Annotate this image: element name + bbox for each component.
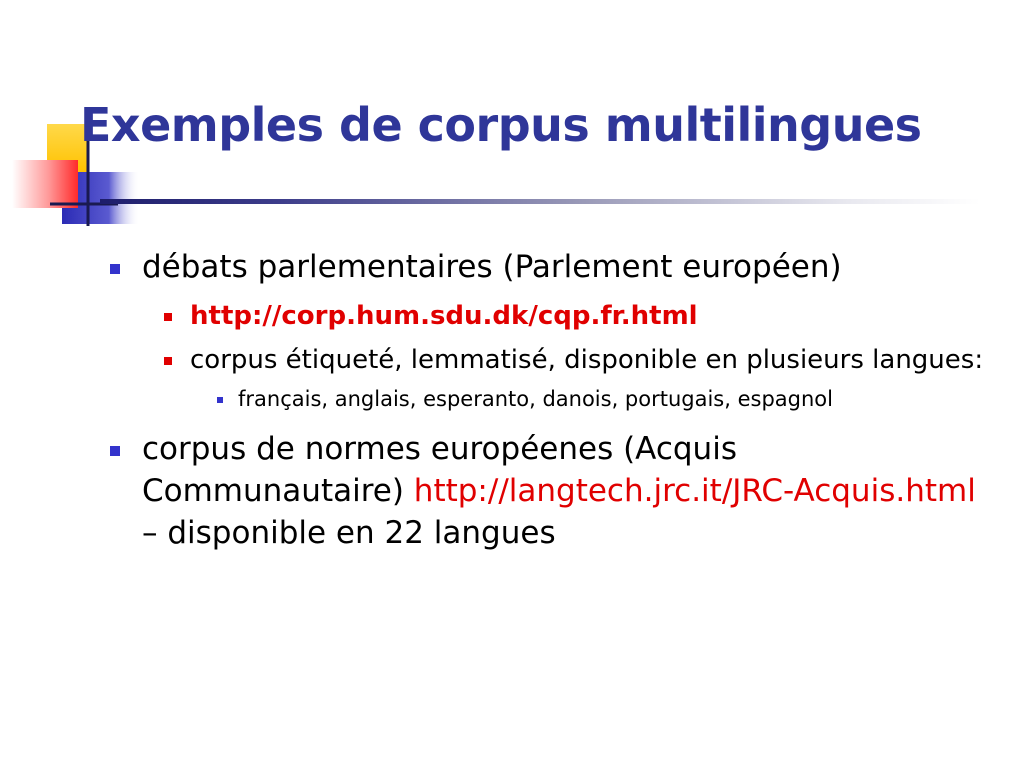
bullet-text: corpus étiqueté, lemmatisé, disponible en plusieurs langues: bbox=[190, 345, 984, 375]
bullet-text: français, anglais, esperanto, danois, portugais, espagnol bbox=[238, 387, 833, 411]
bullet-square-icon bbox=[164, 313, 172, 321]
bullet-text-before: corpus de normes européenes (Acquis Communautaire) bbox=[142, 431, 737, 509]
acquis-link[interactable]: http://langtech.jrc.it/JRC-Acquis.html bbox=[413, 473, 976, 509]
bullet-square-icon bbox=[110, 264, 120, 274]
bullet-item-corpus-annotation bbox=[105, 342, 985, 378]
bullet-item-europarl-link[interactable] bbox=[105, 298, 985, 334]
bullet-list bbox=[105, 246, 985, 554]
bullet-item-acquis bbox=[105, 428, 985, 554]
bullet-square-icon bbox=[217, 397, 223, 403]
bullet-text-after: – disponible en 22 langues bbox=[142, 515, 556, 551]
bullet-square-icon bbox=[110, 446, 120, 456]
europarl-link[interactable]: http://corp.hum.sdu.dk/cqp.fr.html bbox=[190, 301, 698, 331]
bullet-item-parliament-debates bbox=[105, 246, 985, 288]
bullet-item-languages bbox=[105, 384, 985, 414]
slide-title: Exemples de corpus multilingues bbox=[80, 98, 922, 152]
title-divider bbox=[100, 199, 980, 204]
bullet-square-icon bbox=[164, 357, 172, 365]
bullet-text: débats parlementaires (Parlement européen) bbox=[142, 249, 842, 285]
